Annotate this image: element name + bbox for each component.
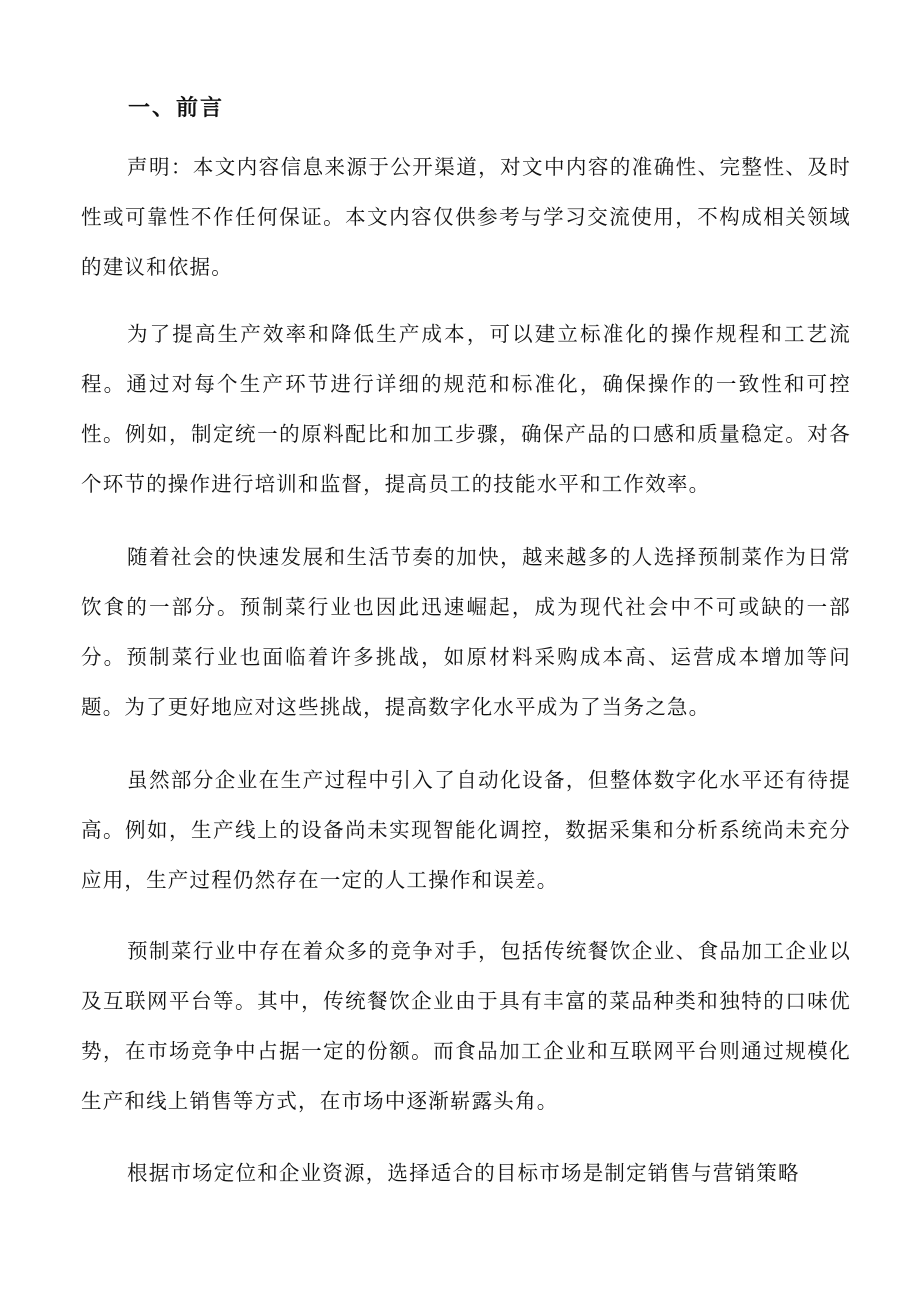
disclaimer-paragraph: 声明：本文内容信息来源于公开渠道，对文中内容的准确性、完整性、及时性或可靠性不作任何保证。本文内容仅供参考与学习交流使用，不构成相关领域的建议和依据。: [81, 155, 851, 279]
body-paragraph: 为了提高生产效率和降低生产成本，可以建立标准化的操作规程和工艺流程。通过对每个生产环节进行详细的规范和标准化，确保操作的一致性和可控性。例如，制定统一的原料配比和加工步骤，确保产品的口感和质量稳定。对各个环节的操作进行培训和监督，提高员工的技能水平和工作效率。: [81, 322, 851, 496]
body-paragraph: 预制菜行业中存在着众多的竞争对手，包括传统餐饮企业、食品加工企业以及互联网平台等。其中，传统餐饮企业由于具有丰富的菜品种类和独特的口味优势，在市场竞争中占据一定的份额。而食品加工企业和互联网平台则通过规模化生产和线上销售等方式，在市场中逐渐崭露头角。: [81, 939, 851, 1113]
body-paragraph: 根据市场定位和企业资源，选择适合的目标市场是制定销售与营销策略: [127, 1161, 800, 1185]
body-paragraph: 随着社会的快速发展和生活节奏的加快，越来越多的人选择预制菜作为日常饮食的一部分。预制菜行业也因此迅速崛起，成为现代社会中不可或缺的一部分。预制菜行业也面临着许多挑战，如原材料采购成本高、运营成本增加等问题。为了更好地应对这些挑战，提高数字化水平成为了当务之急。: [81, 545, 851, 719]
body-paragraph: 虽然部分企业在生产过程中引入了自动化设备，但整体数字化水平还有待提高。例如，生产线上的设备尚未实现智能化调控，数据采集和分析系统尚未充分应用，生产过程仍然存在一定的人工操作和误差。: [81, 768, 851, 892]
section-heading: 一、前言: [128, 95, 225, 121]
